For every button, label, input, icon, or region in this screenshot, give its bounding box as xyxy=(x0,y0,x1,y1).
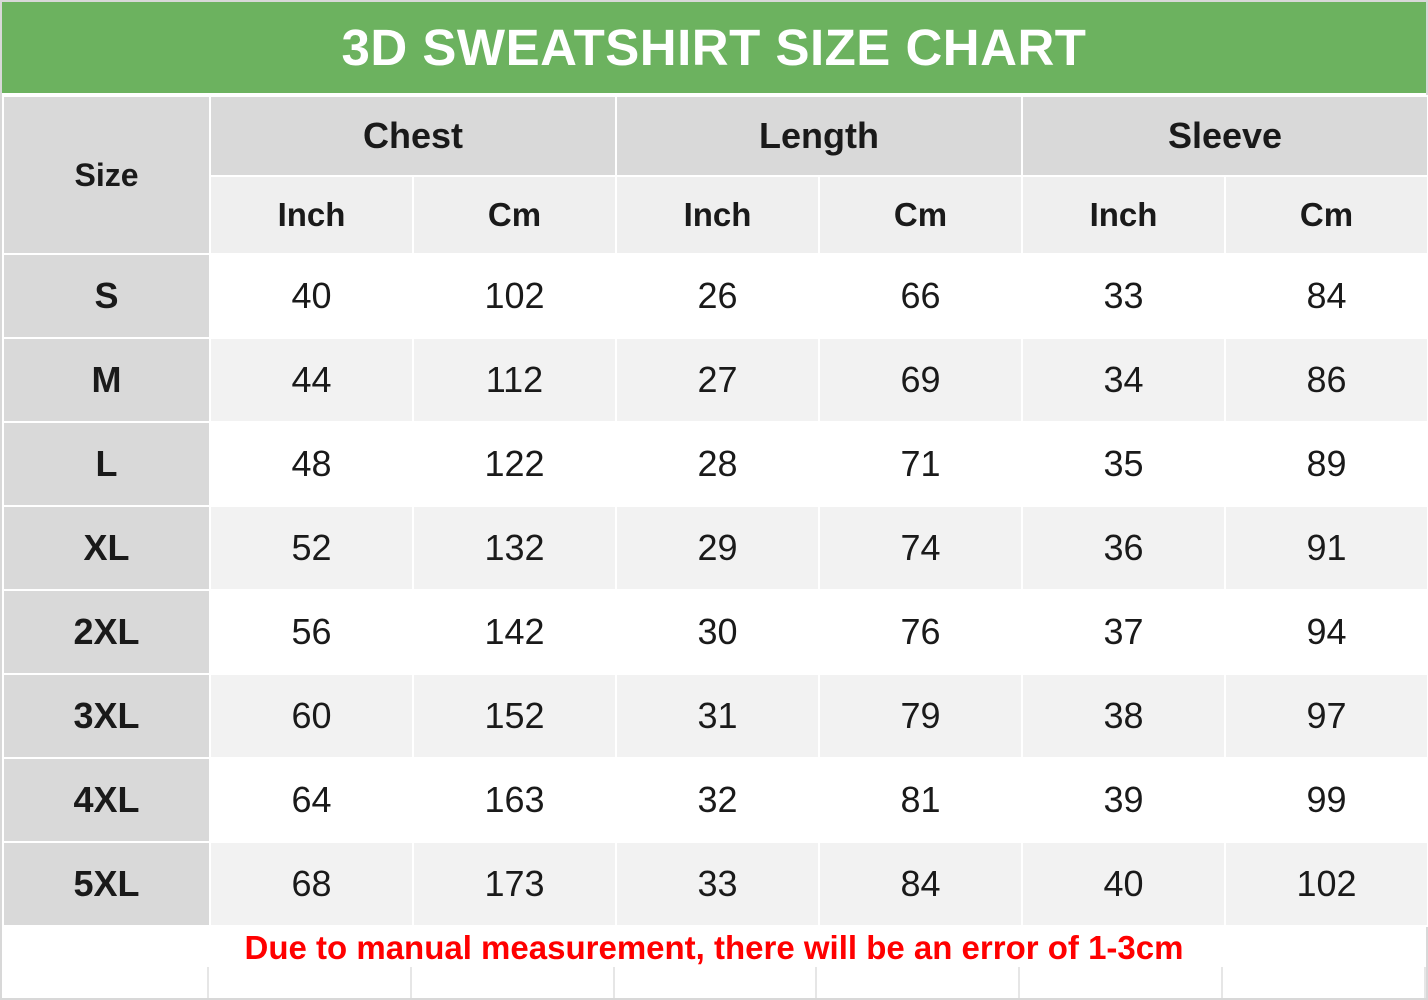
cell-sleeve-inch: 34 xyxy=(1022,338,1225,422)
cell-chest-cm: 152 xyxy=(413,674,616,758)
cell-chest-cm: 142 xyxy=(413,590,616,674)
cell-sleeve-inch: 40 xyxy=(1022,842,1225,926)
table-row xyxy=(3,590,1428,674)
cell-length-cm: 76 xyxy=(819,590,1022,674)
cell-length-inch: 31 xyxy=(616,674,819,758)
measurement-note-text: Due to manual measurement, there will be an error of 1-3cm xyxy=(244,929,1184,967)
bottom-grid-strip xyxy=(2,967,1426,998)
cell-length-cm: 84 xyxy=(819,842,1022,926)
table-row xyxy=(3,674,1428,758)
table-row xyxy=(3,422,1428,506)
cell-length-inch: 27 xyxy=(616,338,819,422)
cell-chest-inch: 48 xyxy=(210,422,413,506)
header-unit-chest-cm: Cm xyxy=(413,176,616,254)
cell-chest-inch: 68 xyxy=(210,842,413,926)
cell-chest-cm: 122 xyxy=(413,422,616,506)
bottom-cell xyxy=(209,967,412,998)
cell-length-inch: 32 xyxy=(616,758,819,842)
cell-chest-cm: 173 xyxy=(413,842,616,926)
cell-sleeve-cm: 94 xyxy=(1225,590,1428,674)
table-row xyxy=(3,758,1428,842)
row-size-label: L xyxy=(3,422,210,506)
cell-sleeve-cm: 97 xyxy=(1225,674,1428,758)
row-size-label: 2XL xyxy=(3,590,210,674)
cell-length-cm: 71 xyxy=(819,422,1022,506)
size-chart-table xyxy=(2,95,1428,927)
bottom-cell xyxy=(615,967,818,998)
cell-sleeve-inch: 37 xyxy=(1022,590,1225,674)
cell-chest-cm: 112 xyxy=(413,338,616,422)
row-size-label: 3XL xyxy=(3,674,210,758)
measurement-note xyxy=(2,927,1426,967)
cell-chest-cm: 102 xyxy=(413,254,616,338)
cell-length-inch: 26 xyxy=(616,254,819,338)
cell-length-cm: 66 xyxy=(819,254,1022,338)
header-group-sleeve: Sleeve xyxy=(1022,96,1428,176)
group-header-row xyxy=(3,96,1428,176)
cell-length-inch: 30 xyxy=(616,590,819,674)
cell-sleeve-cm: 91 xyxy=(1225,506,1428,590)
cell-length-inch: 33 xyxy=(616,842,819,926)
bottom-cell xyxy=(2,967,209,998)
row-size-label: 5XL xyxy=(3,842,210,926)
header-group-chest: Chest xyxy=(210,96,616,176)
cell-chest-inch: 40 xyxy=(210,254,413,338)
table-body xyxy=(3,254,1428,926)
row-size-label: M xyxy=(3,338,210,422)
cell-sleeve-cm: 102 xyxy=(1225,842,1428,926)
chart-title: 3D SWEATSHIRT SIZE CHART xyxy=(2,2,1426,95)
table-row xyxy=(3,842,1428,926)
row-size-label: S xyxy=(3,254,210,338)
header-unit-length-cm: Cm xyxy=(819,176,1022,254)
cell-sleeve-inch: 39 xyxy=(1022,758,1225,842)
cell-chest-cm: 163 xyxy=(413,758,616,842)
cell-chest-inch: 60 xyxy=(210,674,413,758)
cell-length-cm: 81 xyxy=(819,758,1022,842)
bottom-cell xyxy=(412,967,615,998)
table-row xyxy=(3,338,1428,422)
cell-sleeve-cm: 86 xyxy=(1225,338,1428,422)
cell-chest-cm: 132 xyxy=(413,506,616,590)
bottom-cell xyxy=(1223,967,1426,998)
cell-length-cm: 79 xyxy=(819,674,1022,758)
cell-sleeve-cm: 99 xyxy=(1225,758,1428,842)
header-unit-sleeve-cm: Cm xyxy=(1225,176,1428,254)
header-size: Size xyxy=(3,96,210,254)
cell-sleeve-inch: 35 xyxy=(1022,422,1225,506)
table-row xyxy=(3,254,1428,338)
header-unit-sleeve-inch: Inch xyxy=(1022,176,1225,254)
table-header xyxy=(3,96,1428,254)
bottom-cell xyxy=(1020,967,1223,998)
cell-length-inch: 28 xyxy=(616,422,819,506)
bottom-cell xyxy=(817,967,1020,998)
table-row xyxy=(3,506,1428,590)
cell-chest-inch: 52 xyxy=(210,506,413,590)
header-group-length: Length xyxy=(616,96,1022,176)
cell-length-cm: 74 xyxy=(819,506,1022,590)
cell-length-inch: 29 xyxy=(616,506,819,590)
cell-sleeve-inch: 33 xyxy=(1022,254,1225,338)
row-size-label: 4XL xyxy=(3,758,210,842)
cell-sleeve-cm: 89 xyxy=(1225,422,1428,506)
cell-sleeve-cm: 84 xyxy=(1225,254,1428,338)
cell-chest-inch: 64 xyxy=(210,758,413,842)
cell-chest-inch: 56 xyxy=(210,590,413,674)
cell-chest-inch: 44 xyxy=(210,338,413,422)
row-size-label: XL xyxy=(3,506,210,590)
cell-sleeve-inch: 36 xyxy=(1022,506,1225,590)
header-unit-length-inch: Inch xyxy=(616,176,819,254)
header-unit-chest-inch: Inch xyxy=(210,176,413,254)
unit-header-row xyxy=(3,176,1428,254)
cell-sleeve-inch: 38 xyxy=(1022,674,1225,758)
cell-length-cm: 69 xyxy=(819,338,1022,422)
